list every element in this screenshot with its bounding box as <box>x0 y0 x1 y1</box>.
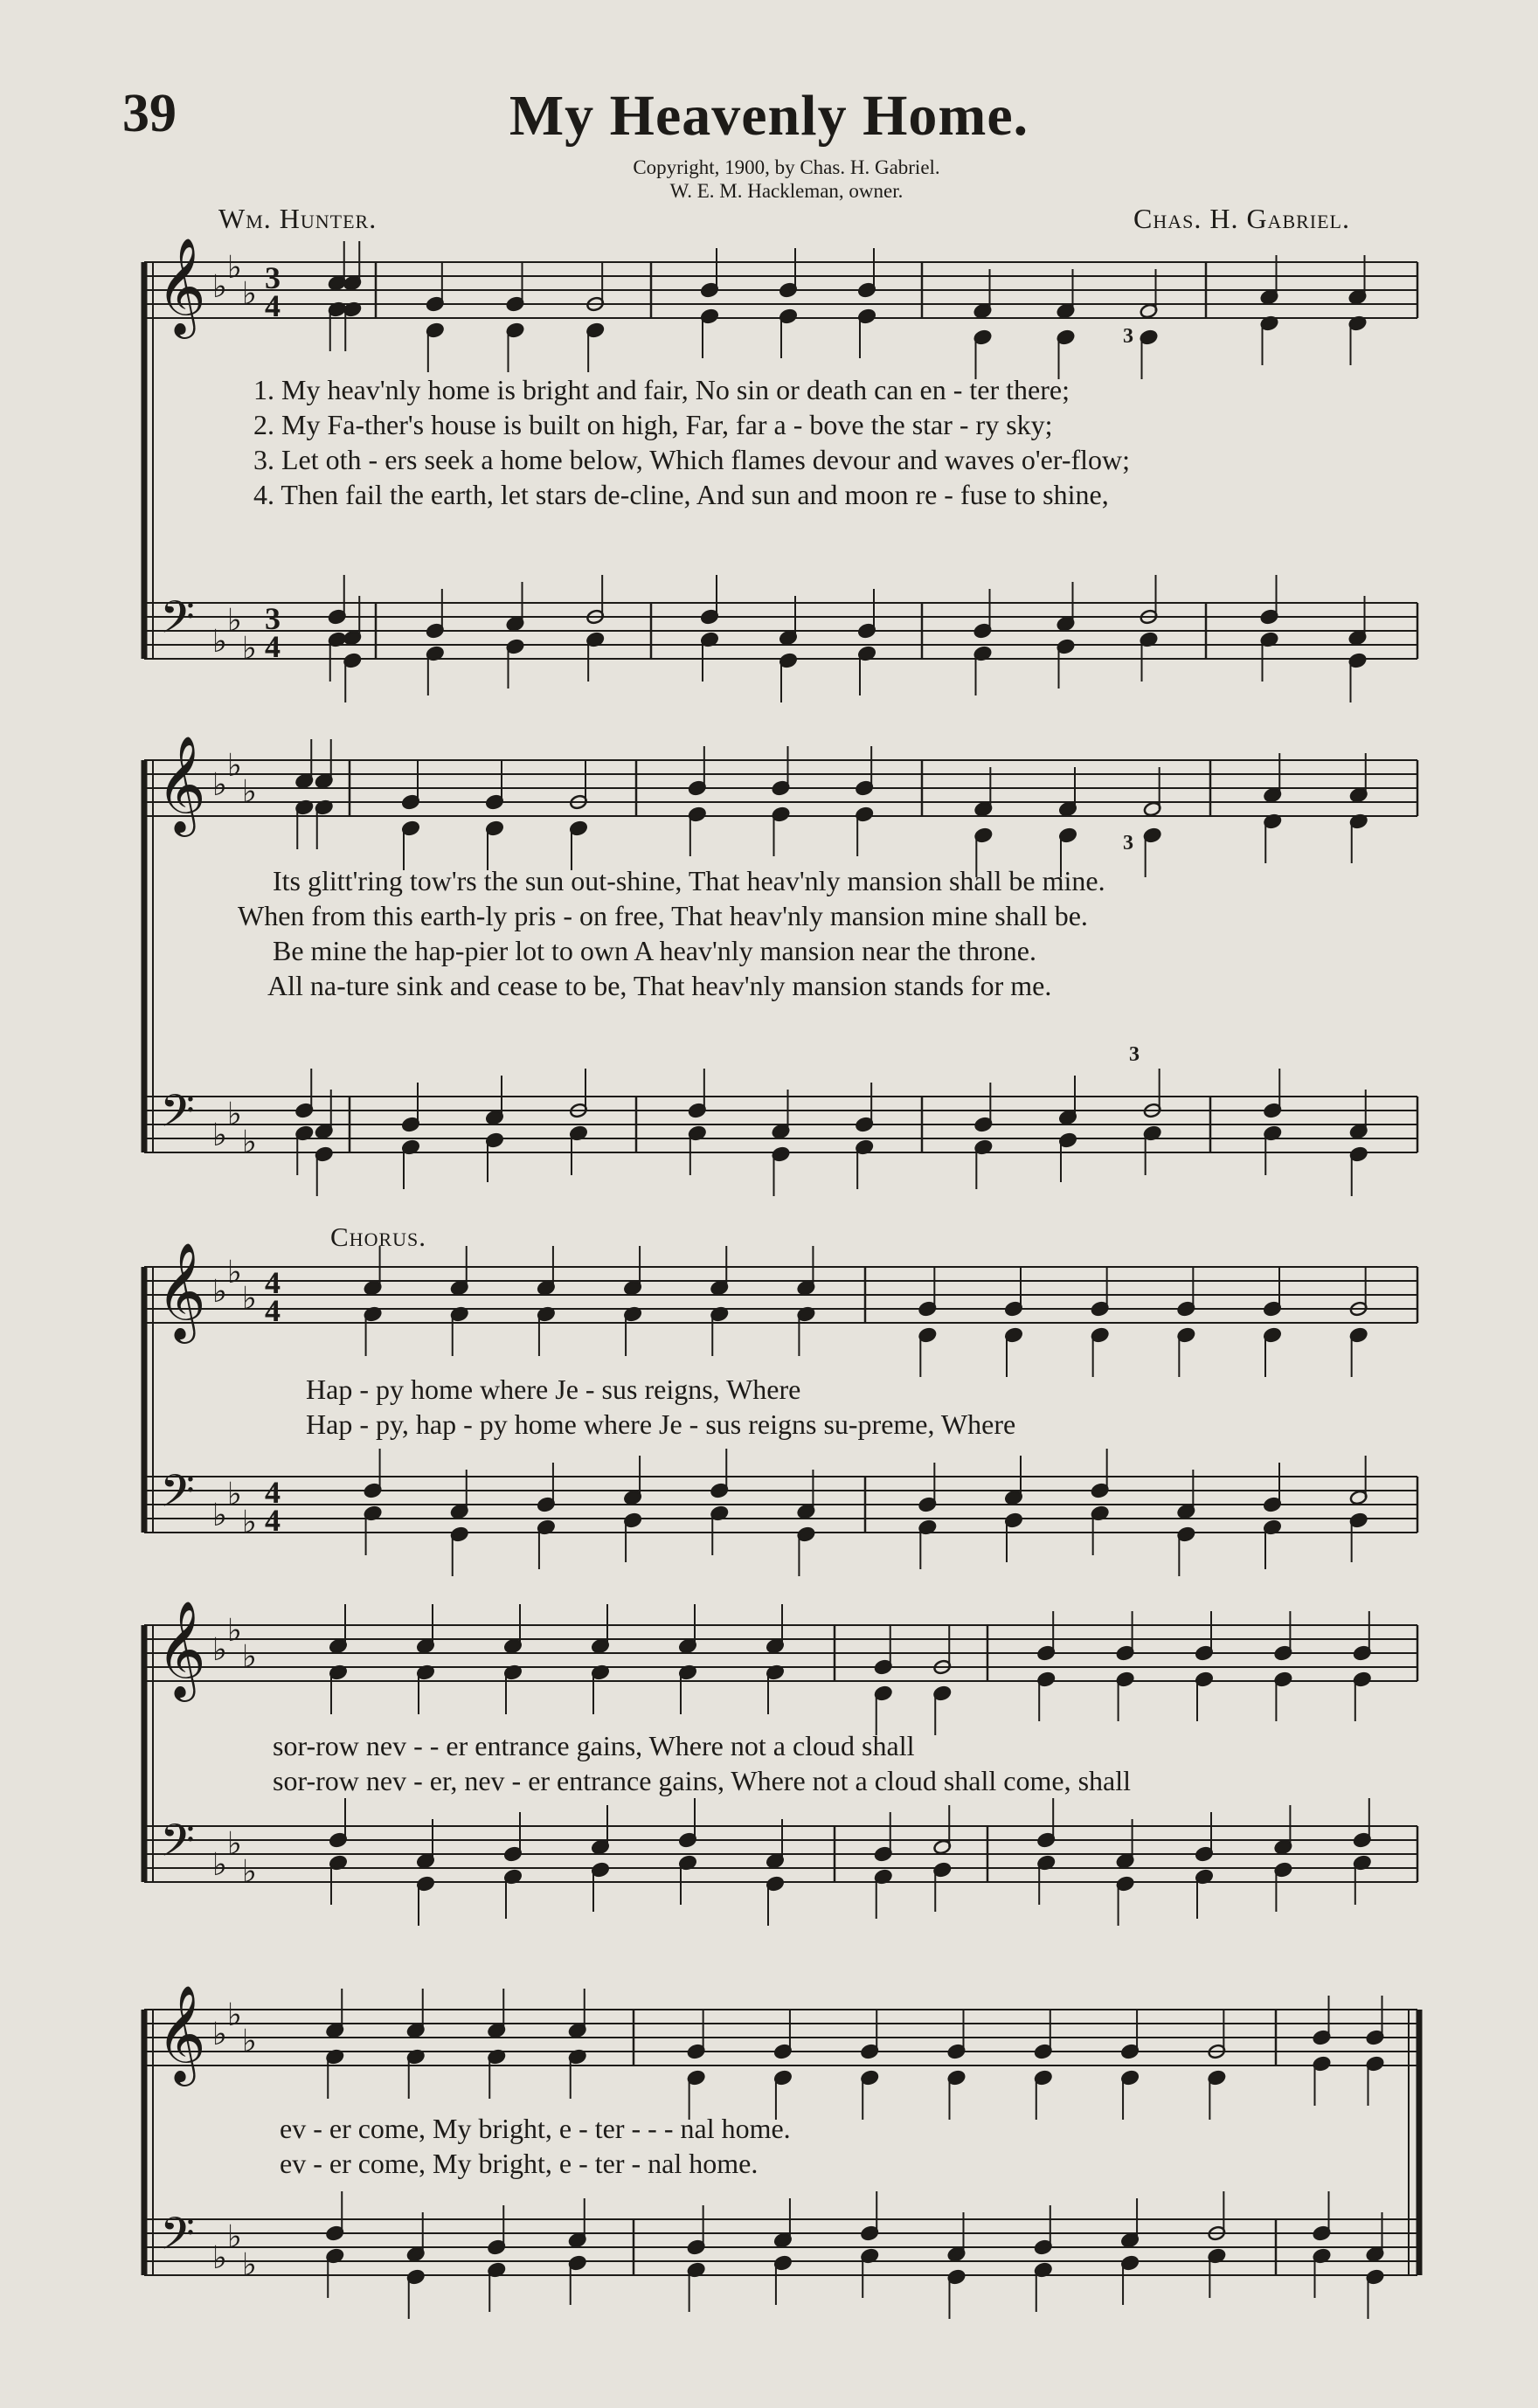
copyright-line-1: Copyright, 1900, by Chas. H. Gabriel. <box>633 156 940 178</box>
lyric-line: sor-row nev - - er entrance gains, Where not a cloud shall <box>273 1730 915 1761</box>
lyricist-credit: Wm. Hunter. <box>218 203 378 234</box>
time-signature-bottom: 4 <box>265 288 281 323</box>
time-signature-top: 4 <box>265 1265 281 1300</box>
flat-sign: ♭ <box>227 748 242 783</box>
lyric-line: When from this earth-ly pris - on free, That heav'nly mansion mine shall be. <box>238 900 1088 931</box>
lyric-line: ev - er come, My bright, e - ter - nal home. <box>280 2148 759 2179</box>
time-signature-bottom: 4 <box>265 1503 281 1538</box>
hymn-number: 39 <box>122 84 177 143</box>
time-signature-top: 4 <box>265 1475 281 1510</box>
flat-sign: ♭ <box>212 767 227 802</box>
flat-sign: ♭ <box>227 250 242 285</box>
flat-sign: ♭ <box>242 631 257 666</box>
bass-clef: 𝄢 <box>160 1468 195 1527</box>
lyric-line: ev - er come, My bright, e - ter - - - nal home. <box>280 2113 791 2144</box>
lyric-line: Its glitt'ring tow'rs the sun out-shine, That heav'nly mansion shall be mine. <box>273 865 1105 896</box>
flat-sign: ♭ <box>242 1281 257 1316</box>
flat-sign: ♭ <box>242 1854 257 1889</box>
treble-clef: 𝄞 <box>156 1244 206 1338</box>
flat-sign: ♭ <box>227 1997 242 2032</box>
flat-sign: ♭ <box>242 1505 257 1540</box>
lyric-line: 3. Let oth - ers seek a home below, Which flames devour and waves o'er-flow; <box>253 444 1131 475</box>
page-title: My Heavenly Home. <box>509 84 1029 148</box>
lyric-line: Hap - py, hap - py home where Je - sus reigns su-preme, Where <box>306 1408 1016 1440</box>
flat-sign: ♭ <box>212 2240 227 2275</box>
bass-clef: 𝄢 <box>160 2211 195 2270</box>
bass-clef: 𝄢 <box>160 594 195 654</box>
time-signature-top: 3 <box>265 260 281 295</box>
flat-sign: ♭ <box>242 1639 257 1674</box>
treble-clef: 𝄞 <box>156 737 206 831</box>
time-signature-top: 3 <box>265 601 281 636</box>
treble-clef: 𝄞 <box>156 239 206 333</box>
treble-clef: 𝄞 <box>156 1987 206 2080</box>
flat-sign: ♭ <box>212 1118 227 1152</box>
flat-sign: ♭ <box>227 1613 242 1648</box>
lyric-line: Be mine the hap-pier lot to own A heav'nly mansion near the throne. <box>273 935 1036 966</box>
lyric-line: 4. Then fail the earth, let stars de-cline, And sun and moon re - fuse to shine, <box>253 479 1109 510</box>
chorus-label: Chorus. <box>330 1221 426 1252</box>
flat-sign: ♭ <box>212 1847 227 1882</box>
flat-sign: ♭ <box>212 1274 227 1309</box>
flat-sign: ♭ <box>212 624 227 659</box>
flat-sign: ♭ <box>242 1124 257 1159</box>
lyric-line: Hap - py home where Je - sus reigns, Where <box>306 1374 801 1405</box>
lyric-line: All na-ture sink and cease to be, That heav'nly mansion stands for me. <box>267 970 1052 1001</box>
flat-sign: ♭ <box>212 2017 227 2052</box>
lyric-line: 2. My Fa-ther's house is built on high, Far, far a - bove the star - ry sky; <box>253 409 1053 440</box>
flat-sign: ♭ <box>212 1498 227 1533</box>
copyright-line-2: W. E. M. Hackleman, owner. <box>669 180 904 202</box>
treble-clef: 𝄞 <box>156 1602 206 1696</box>
flat-sign: ♭ <box>227 1826 242 1861</box>
flat-sign: ♭ <box>242 2247 257 2282</box>
flat-sign: ♭ <box>227 1097 242 1131</box>
triplet-mark: 3 <box>1123 325 1133 348</box>
lyric-line: 1. My heav'nly home is bright and fair, No sin or death can en - ter there; <box>253 374 1070 405</box>
bass-clef: 𝄢 <box>160 1817 195 1877</box>
time-signature-bottom: 4 <box>265 1293 281 1328</box>
triplet-mark: 3 <box>1123 832 1133 855</box>
flat-sign: ♭ <box>227 1477 242 1512</box>
bass-clef: 𝄢 <box>160 1088 195 1147</box>
composer-credit: Chas. H. Gabriel. <box>1133 203 1350 234</box>
lyric-line: sor-row nev - er, nev - er entrance gains, Where not a cloud shall come, shall <box>273 1765 1131 1796</box>
flat-sign: ♭ <box>212 1632 227 1667</box>
flat-sign: ♭ <box>227 1255 242 1290</box>
triplet-mark: 3 <box>1129 1043 1140 1066</box>
flat-sign: ♭ <box>242 276 257 311</box>
flat-sign: ♭ <box>227 2219 242 2254</box>
flat-sign: ♭ <box>242 774 257 809</box>
flat-sign: ♭ <box>212 269 227 304</box>
flat-sign: ♭ <box>242 2024 257 2059</box>
flat-sign: ♭ <box>227 603 242 638</box>
time-signature-bottom: 4 <box>265 629 281 664</box>
